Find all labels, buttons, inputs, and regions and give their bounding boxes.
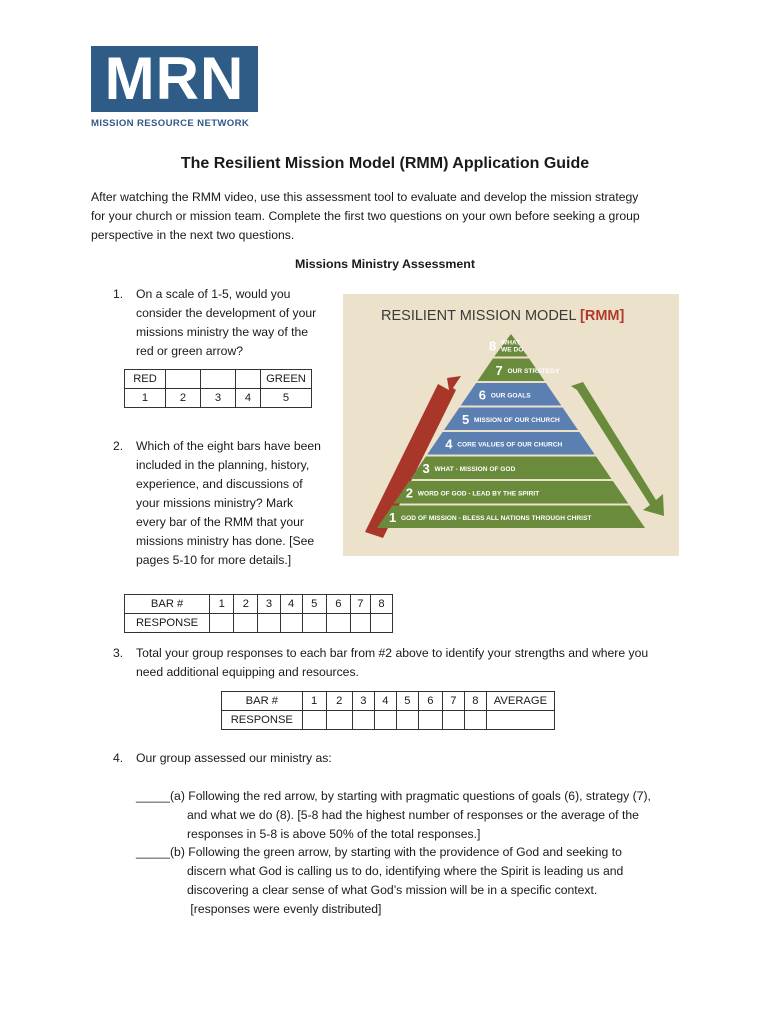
- scale-cell[interactable]: [166, 370, 201, 389]
- bar-number: 6: [418, 692, 442, 711]
- option-line: discern what God is calling us to do, identifying where the Spirit is leading us and: [187, 864, 624, 878]
- pyramid-level-number: 1: [389, 509, 397, 525]
- pyramid-level-label: OUR STRATEGY: [507, 367, 560, 375]
- pyramid-level-number: 8: [489, 338, 497, 354]
- question-3: [113, 644, 713, 684]
- response-cell[interactable]: [374, 711, 396, 730]
- question-text: Our group assessed our ministry as:: [136, 751, 332, 765]
- pyramid-level-number: 7: [495, 362, 503, 378]
- pyramid-level-label: GOD OF MISSION - BLESS ALL NATIONS THROUGH CHRIST: [401, 514, 592, 522]
- intro-line: perspective in the next two questions.: [91, 228, 295, 242]
- question-line: Which of the eight bars have been: [136, 439, 321, 453]
- question-1: [113, 285, 343, 365]
- answer-blank[interactable]: _____: [136, 789, 170, 803]
- response-cell[interactable]: [350, 614, 370, 633]
- response-cell[interactable]: [352, 711, 374, 730]
- option-line: [responses were evenly distributed]: [187, 902, 382, 916]
- pyramid-level-number: 6: [478, 387, 486, 403]
- option-line: discovering a clear sense of what God’s mission will be in a specific context.: [187, 883, 598, 897]
- intro-paragraph: [91, 188, 691, 245]
- response-cell[interactable]: [234, 614, 258, 633]
- bar-number: 3: [352, 692, 374, 711]
- green-label-cell: GREEN: [261, 370, 312, 389]
- pyramid-level-label: WHAT - MISSION OF GOD: [434, 465, 516, 473]
- response-label-cell: RESPONSE: [125, 614, 210, 633]
- pyramid-level-label: OUR GOALS: [490, 392, 531, 400]
- pyramid-level-label: WORD OF GOD - LEAD BY THE SPIRIT: [417, 490, 540, 498]
- rmm-diagram: [343, 294, 679, 556]
- scale-value[interactable]: 4: [236, 389, 261, 408]
- option-a: [136, 787, 736, 847]
- question-line: missions ministry has done. [See: [136, 534, 315, 548]
- bar-table-individual: [124, 594, 393, 633]
- pyramid-level-number: 5: [462, 411, 470, 427]
- pyramid-level-number: 4: [445, 436, 453, 452]
- intro-line: After watching the RMM video, use this assessment tool to evaluate and develop the mission strategy: [91, 190, 639, 204]
- question-line: pages 5-10 for more details.]: [136, 553, 292, 567]
- question-line: red or green arrow?: [136, 344, 244, 358]
- answer-blank[interactable]: _____: [136, 845, 170, 859]
- bar-label-cell: BAR #: [125, 595, 210, 614]
- question-line: experience, and discussions of: [136, 477, 303, 491]
- question-number: 2.: [113, 439, 124, 453]
- pyramid-level-number: 2: [405, 485, 413, 501]
- question-line: every bar of the RMM that your: [136, 515, 304, 529]
- scale-value[interactable]: 3: [201, 389, 236, 408]
- option-line: and what we do (8). [5-8 had the highest number of responses or the average of the: [187, 808, 639, 822]
- bar-number: 8: [370, 595, 392, 614]
- bar-number: 5: [302, 595, 326, 614]
- scale-value[interactable]: 5: [261, 389, 312, 408]
- question-line: your missions ministry? Mark: [136, 496, 294, 510]
- option-line: (a) Following the red arrow, by starting with pragmatic questions of goals (6), strategy (7),: [170, 789, 651, 803]
- scale-cell[interactable]: [201, 370, 236, 389]
- rmm-title: [381, 308, 624, 324]
- bar-number: 1: [302, 692, 326, 711]
- response-cell[interactable]: [258, 614, 280, 633]
- response-cell[interactable]: [210, 614, 234, 633]
- response-cell[interactable]: [302, 711, 326, 730]
- bar-table-group: [221, 691, 555, 730]
- intro-line: for your church or mission team. Complete the first two questions on your own before seeking a group: [91, 209, 640, 223]
- scale-value[interactable]: 1: [125, 389, 166, 408]
- question-2: [113, 437, 343, 577]
- bar-number: 1: [210, 595, 234, 614]
- option-line: (b) Following the green arrow, by starting with the providence of God and seeking to: [170, 845, 622, 859]
- question-4: [113, 749, 713, 769]
- bar-number: 4: [374, 692, 396, 711]
- pyramid-level-label: CORE VALUES OF OUR CHURCH: [457, 441, 563, 449]
- response-cell[interactable]: [396, 711, 418, 730]
- page-title: The Resilient Mission Model (RMM) Application Guide: [180, 155, 590, 172]
- bar-number: 5: [396, 692, 418, 711]
- question-line: Total your group responses to each bar from #2 above to identify your strengths and where you: [136, 646, 649, 660]
- response-cell[interactable]: [418, 711, 442, 730]
- pyramid-level-number: 3: [422, 460, 430, 476]
- rmm-pyramid-svg: [343, 294, 679, 556]
- bar-number: 7: [350, 595, 370, 614]
- bar-number: 6: [326, 595, 350, 614]
- question-number: 4.: [113, 751, 124, 765]
- response-cell[interactable]: [464, 711, 486, 730]
- response-cell[interactable]: [326, 711, 352, 730]
- response-cell[interactable]: [302, 614, 326, 633]
- question-number: 1.: [113, 287, 124, 301]
- response-cell[interactable]: [326, 614, 350, 633]
- section-heading: Missions Ministry Assessment: [295, 257, 475, 271]
- option-b: [136, 843, 736, 923]
- response-cell[interactable]: [442, 711, 464, 730]
- pyramid-level-label: MISSION OF OUR CHURCH: [474, 416, 560, 424]
- response-cell[interactable]: [280, 614, 302, 633]
- question-text: [136, 285, 316, 361]
- bar-number: 4: [280, 595, 302, 614]
- bar-number: 3: [258, 595, 280, 614]
- question-line: included in the planning, history,: [136, 458, 310, 472]
- bar-number: 7: [442, 692, 464, 711]
- response-label-cell: RESPONSE: [222, 711, 303, 730]
- scale-table: [124, 369, 312, 408]
- rmm-title-main: RESILIENT MISSION MODEL: [381, 308, 581, 324]
- logo-mark: MRN: [104, 45, 245, 112]
- response-cell[interactable]: [370, 614, 392, 633]
- question-line: consider the development of your: [136, 306, 317, 320]
- question-number: 3.: [113, 646, 124, 660]
- question-text: [136, 644, 648, 682]
- pyramid-level-label: WHAT WE DO: [501, 339, 524, 354]
- bar-number: 8: [464, 692, 486, 711]
- question-line: missions ministry the way of the: [136, 325, 309, 339]
- bar-number: 2: [234, 595, 258, 614]
- scale-cell[interactable]: [236, 370, 261, 389]
- bar-number: 2: [326, 692, 352, 711]
- average-label-cell: AVERAGE: [486, 692, 554, 711]
- logo-name: MISSION RESOURCE NETWORK: [91, 118, 250, 129]
- option-line: responses in 5-8 is above 50% of the total responses.]: [187, 827, 481, 841]
- bar-label-cell: BAR #: [222, 692, 303, 711]
- rmm-title-accent: [RMM]: [580, 308, 625, 324]
- red-label-cell: RED: [125, 370, 166, 389]
- question-text: [136, 437, 321, 570]
- scale-value[interactable]: 2: [166, 389, 201, 408]
- question-line: need additional equipping and resources.: [136, 665, 359, 679]
- question-line: On a scale of 1-5, would you: [136, 287, 291, 301]
- average-cell[interactable]: [486, 711, 554, 730]
